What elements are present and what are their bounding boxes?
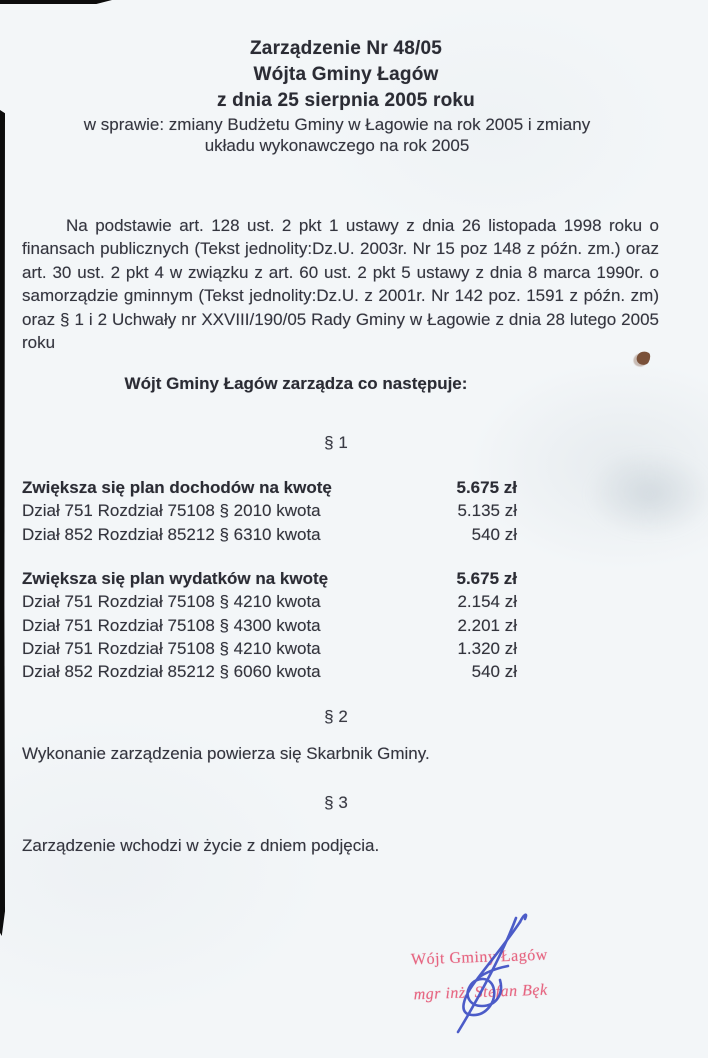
title-line-3: z dnia 25 sierpnia 2005 roku xyxy=(217,90,475,111)
income-header-label: Zwiększa się plan dochodów na kwotę xyxy=(22,478,332,497)
document-subject xyxy=(0,114,674,156)
income-row-label: Dział 751 Rozdział 75108 § 2010 kwota xyxy=(22,501,321,521)
table-row xyxy=(22,590,517,613)
income-table xyxy=(22,476,517,546)
income-row-amount: 5.135 zł xyxy=(457,501,517,521)
section-2-heading: § 2 xyxy=(324,707,348,726)
scan-edge-artifact-top xyxy=(0,0,112,4)
scan-edge-artifact-left xyxy=(0,110,5,936)
document-title xyxy=(10,36,682,114)
expense-row-amount: 2.154 zł xyxy=(457,592,517,612)
expense-row-amount: 1.320 zł xyxy=(457,638,517,658)
legal-preamble: Na podstawie art. 128 ust. 2 pkt 1 ustawy z dnia 26 listopada 1998 roku o finansach publicznych (Tekst jednolity:Dz.U. 2003r. Nr 15 poz 148 z późn. zm.) oraz art. 30 ust. 2 pkt 4 w związku z art. 60 ust. 2 pkt 5 ustawy z dnia 8 marca 1990r. o samorządzie gminnym (Tekst jednolity:Dz.U. z 2001r. Nr 142 poz. 1591 z późn. zm) oraz § 1 i 2 Uchwały nr XXVIII/190/05 Rady Gminy w Łagowie z dnia 28 lutego 2005 roku xyxy=(22,216,659,353)
table-row xyxy=(22,637,517,660)
income-header-amount: 5.675 zł xyxy=(456,478,517,497)
section-1-heading: § 1 xyxy=(324,433,348,452)
signature-ink-scribble xyxy=(428,910,548,1038)
decree-line: Wójt Gminy Łagów zarządza co następuje: xyxy=(124,374,468,393)
subject-line-1: w sprawie: zmiany Budżetu Gminy w Łagowie na rok 2005 i zmiany xyxy=(83,115,591,134)
expense-row-label: Dział 751 Rozdział 75108 § 4210 kwota xyxy=(22,592,321,612)
title-line-2: Wójta Gminy Łagów xyxy=(253,64,439,85)
expense-row-label: Dział 852 Rozdział 85212 § 6060 kwota xyxy=(22,662,321,682)
stamp-name: mgr inż. Stefan Bęk xyxy=(413,981,548,1004)
expense-header-amount: 5.675 zł xyxy=(456,569,517,588)
table-row xyxy=(22,567,517,590)
scan-smudge xyxy=(588,452,708,536)
expense-row-label: Dział 751 Rozdział 75108 § 4210 kwota xyxy=(22,638,321,658)
income-row-label: Dział 852 Rozdział 85212 § 6310 kwota xyxy=(22,524,321,544)
subject-line-2: układu wykonawczego na rok 2005 xyxy=(204,136,470,155)
expense-header-label: Zwiększa się plan wydatków na kwotę xyxy=(22,569,329,588)
expense-row-amount: 540 zł xyxy=(471,662,517,682)
stamp-title: Wójt Gminy Łagów xyxy=(410,946,549,969)
income-row-amount: 540 zł xyxy=(471,524,517,544)
section-3-body: Zarządzenie wchodzi w życie z dniem podjęcia. xyxy=(22,836,380,855)
expense-table xyxy=(22,567,517,683)
table-row xyxy=(22,660,517,683)
table-row xyxy=(22,476,517,499)
title-line-1: Zarządzenie Nr 48/05 xyxy=(250,38,442,59)
expense-row-amount: 2.201 zł xyxy=(457,615,517,635)
section-2-body: Wykonanie zarządzenia powierza się Skarbnik Gminy. xyxy=(22,744,430,763)
table-row xyxy=(22,614,517,637)
table-row xyxy=(22,499,517,522)
section-3-heading: § 3 xyxy=(324,793,348,812)
expense-row-label: Dział 751 Rozdział 75108 § 4300 kwota xyxy=(22,615,321,635)
table-row xyxy=(22,523,517,546)
